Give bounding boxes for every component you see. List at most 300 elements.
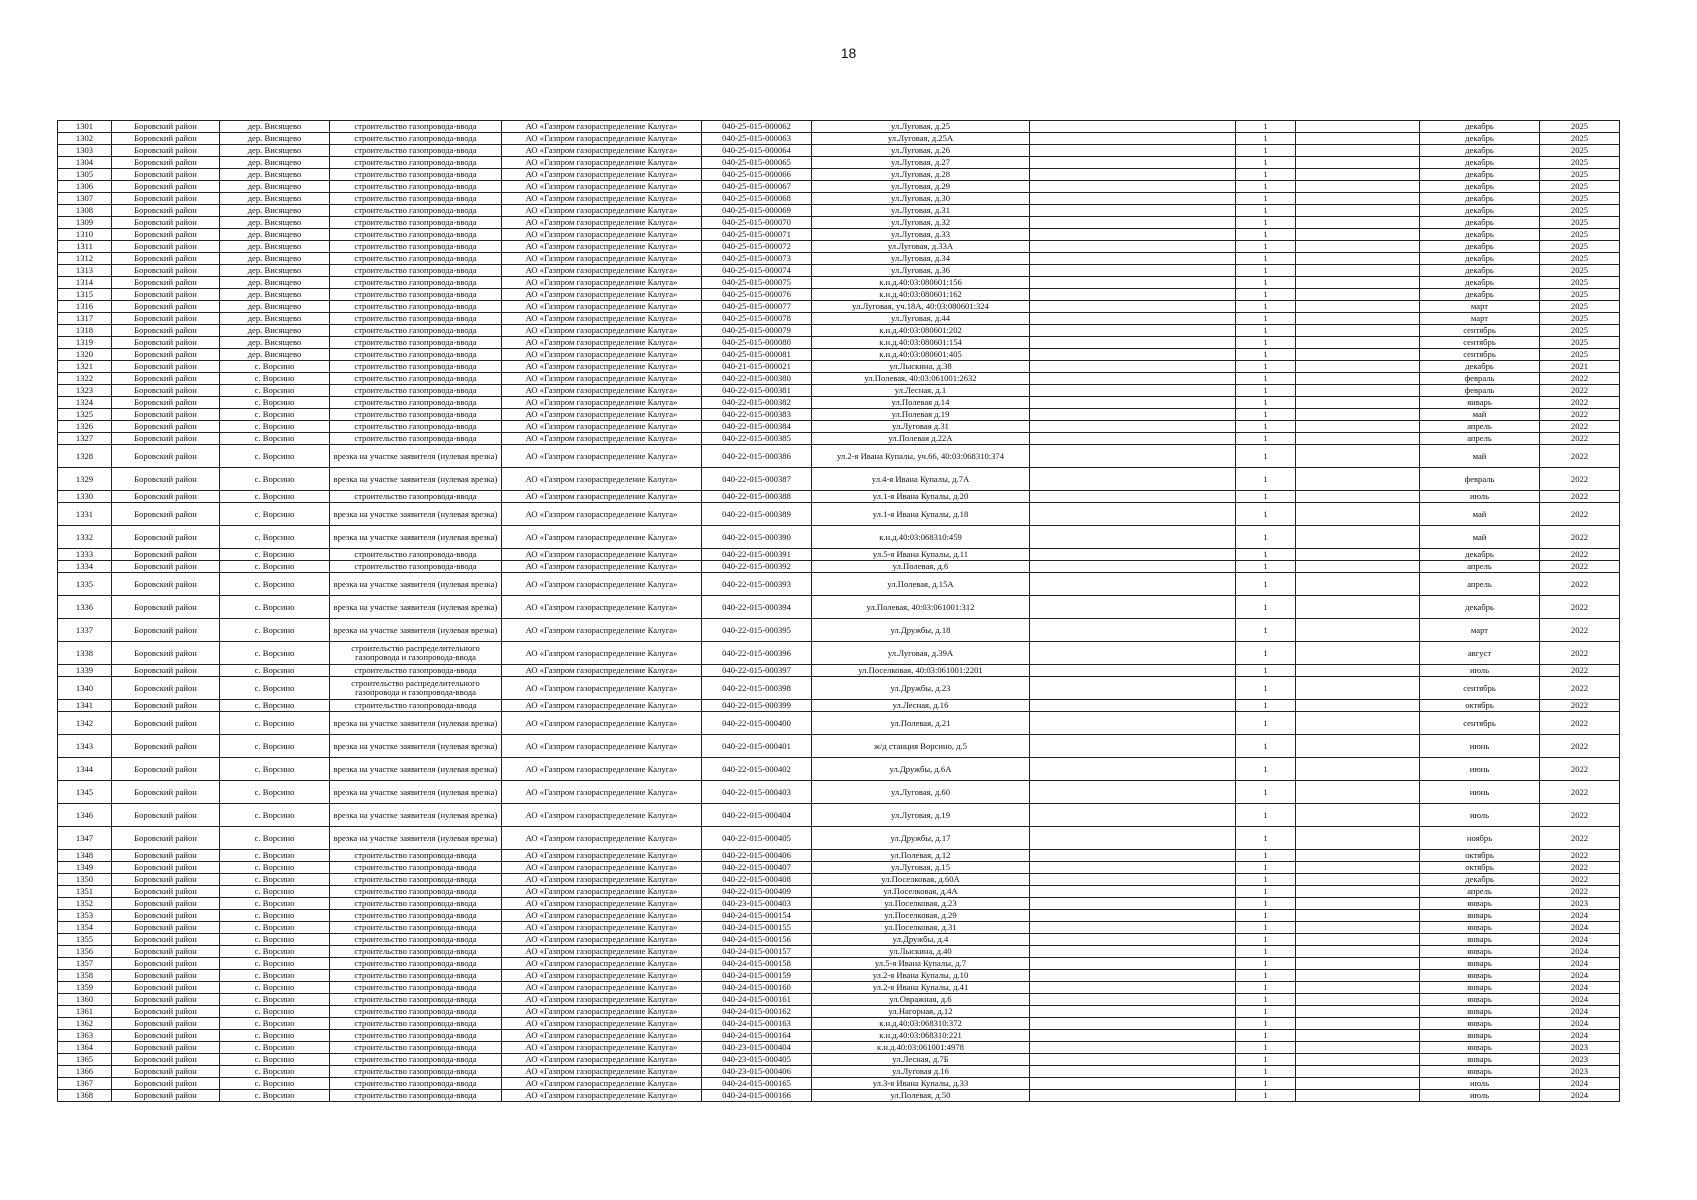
cell-month: декабрь <box>1420 241 1540 253</box>
cell-region: Боровский район <box>112 994 220 1006</box>
cell-year: 2022 <box>1540 712 1620 735</box>
cell-blank2 <box>1296 157 1420 169</box>
cell-locality: с. Ворсино <box>220 712 330 735</box>
cell-blank2 <box>1296 735 1420 758</box>
cell-code: 040-24-015-000166 <box>702 1090 812 1102</box>
table-row <box>58 1006 1620 1018</box>
cell-num: 1310 <box>58 229 112 241</box>
cell-address: ул.Луговая, д.31 <box>812 205 1030 217</box>
table-row <box>58 970 1620 982</box>
cell-region: Боровский район <box>112 758 220 781</box>
cell-code: 040-25-015-000063 <box>702 133 812 145</box>
cell-address: ул.Лесная, д.16 <box>812 700 1030 712</box>
cell-year: 2024 <box>1540 1030 1620 1042</box>
cell-num: 1318 <box>58 325 112 337</box>
cell-work: строительство газопровода-ввода <box>330 397 502 409</box>
cell-blank2 <box>1296 445 1420 468</box>
cell-year: 2022 <box>1540 677 1620 700</box>
cell-company: АО «Газпром газораспределение Калуга» <box>502 850 702 862</box>
cell-code: 040-25-015-000072 <box>702 241 812 253</box>
cell-address: ул.2-я Ивана Купалы, д.10 <box>812 970 1030 982</box>
cell-region: Боровский район <box>112 289 220 301</box>
cell-qty: 1 <box>1236 526 1296 549</box>
cell-year: 2022 <box>1540 445 1620 468</box>
cell-month: январь <box>1420 1030 1540 1042</box>
cell-blank2 <box>1296 526 1420 549</box>
cell-locality: с. Ворсино <box>220 503 330 526</box>
cell-address: ул.Луговая, д.33А <box>812 241 1030 253</box>
cell-code: 040-25-015-000067 <box>702 181 812 193</box>
cell-month: май <box>1420 445 1540 468</box>
cell-num: 1305 <box>58 169 112 181</box>
cell-blank2 <box>1296 1006 1420 1018</box>
cell-address: к.н.д.40:03:061001:4978 <box>812 1042 1030 1054</box>
cell-num: 1302 <box>58 133 112 145</box>
cell-blank2 <box>1296 301 1420 313</box>
cell-year: 2022 <box>1540 491 1620 503</box>
cell-address: ул.1-я Ивана Купалы, д.20 <box>812 491 1030 503</box>
cell-locality: с. Ворсино <box>220 982 330 994</box>
cell-blank1 <box>1030 133 1236 145</box>
cell-qty: 1 <box>1236 491 1296 503</box>
cell-work: строительство газопровода-ввода <box>330 898 502 910</box>
cell-region: Боровский район <box>112 804 220 827</box>
cell-locality: с. Ворсино <box>220 934 330 946</box>
cell-company: АО «Газпром газораспределение Калуга» <box>502 205 702 217</box>
cell-address: ул.3-я Ивана Купалы, д.33 <box>812 1078 1030 1090</box>
cell-company: АО «Газпром газораспределение Калуга» <box>502 229 702 241</box>
cell-work: врезка на участке заявителя (нулевая врезка) <box>330 596 502 619</box>
cell-locality: с. Ворсино <box>220 1018 330 1030</box>
cell-locality: с. Ворсино <box>220 1006 330 1018</box>
cell-locality: с. Ворсино <box>220 385 330 397</box>
cell-blank2 <box>1296 596 1420 619</box>
cell-locality: дер. Висящево <box>220 157 330 169</box>
cell-work: строительство газопровода-ввода <box>330 253 502 265</box>
cell-work: врезка на участке заявителя (нулевая врезка) <box>330 573 502 596</box>
cell-locality: с. Ворсино <box>220 827 330 850</box>
cell-company: АО «Газпром газораспределение Калуга» <box>502 503 702 526</box>
cell-code: 040-22-015-000399 <box>702 700 812 712</box>
cell-locality: с. Ворсино <box>220 1090 330 1102</box>
cell-qty: 1 <box>1236 337 1296 349</box>
cell-address: ул.Полевая, 40:03:061001:312 <box>812 596 1030 619</box>
cell-address: ул.Луговая, д.15 <box>812 862 1030 874</box>
cell-month: май <box>1420 503 1540 526</box>
cell-qty: 1 <box>1236 433 1296 445</box>
cell-num: 1350 <box>58 874 112 886</box>
cell-address: ул.Луговая, д.28 <box>812 169 1030 181</box>
cell-year: 2024 <box>1540 922 1620 934</box>
cell-region: Боровский район <box>112 735 220 758</box>
cell-region: Боровский район <box>112 1054 220 1066</box>
cell-qty: 1 <box>1236 313 1296 325</box>
cell-region: Боровский район <box>112 1018 220 1030</box>
cell-year: 2022 <box>1540 373 1620 385</box>
cell-num: 1324 <box>58 397 112 409</box>
cell-month: апрель <box>1420 886 1540 898</box>
cell-year: 2025 <box>1540 193 1620 205</box>
cell-region: Боровский район <box>112 313 220 325</box>
table-row <box>58 289 1620 301</box>
cell-year: 2021 <box>1540 361 1620 373</box>
cell-code: 040-22-015-000387 <box>702 468 812 491</box>
cell-blank1 <box>1030 121 1236 133</box>
cell-qty: 1 <box>1236 874 1296 886</box>
cell-blank1 <box>1030 596 1236 619</box>
cell-year: 2022 <box>1540 642 1620 665</box>
cell-qty: 1 <box>1236 549 1296 561</box>
cell-company: АО «Газпром газораспределение Калуга» <box>502 946 702 958</box>
cell-qty: 1 <box>1236 946 1296 958</box>
cell-region: Боровский район <box>112 229 220 241</box>
cell-company: АО «Газпром газораспределение Калуга» <box>502 121 702 133</box>
cell-code: 040-24-015-000154 <box>702 910 812 922</box>
cell-company: АО «Газпром газораспределение Калуга» <box>502 922 702 934</box>
cell-month: июнь <box>1420 735 1540 758</box>
cell-locality: дер. Висящево <box>220 289 330 301</box>
cell-num: 1365 <box>58 1054 112 1066</box>
cell-blank2 <box>1296 827 1420 850</box>
cell-locality: с. Ворсино <box>220 433 330 445</box>
table-row <box>58 677 1620 700</box>
cell-work: строительство газопровода-ввода <box>330 1006 502 1018</box>
cell-code: 040-25-015-000073 <box>702 253 812 265</box>
cell-year: 2022 <box>1540 433 1620 445</box>
cell-region: Боровский район <box>112 874 220 886</box>
cell-qty: 1 <box>1236 277 1296 289</box>
cell-blank2 <box>1296 397 1420 409</box>
cell-company: АО «Газпром газораспределение Калуга» <box>502 337 702 349</box>
cell-work: строительство газопровода-ввода <box>330 958 502 970</box>
cell-year: 2024 <box>1540 1006 1620 1018</box>
cell-year: 2024 <box>1540 1078 1620 1090</box>
cell-blank1 <box>1030 241 1236 253</box>
cell-num: 1340 <box>58 677 112 700</box>
cell-code: 040-25-015-000068 <box>702 193 812 205</box>
cell-code: 040-22-015-000396 <box>702 642 812 665</box>
cell-company: АО «Газпром газораспределение Калуга» <box>502 265 702 277</box>
cell-work: врезка на участке заявителя (нулевая врезка) <box>330 804 502 827</box>
cell-blank1 <box>1030 958 1236 970</box>
cell-region: Боровский район <box>112 169 220 181</box>
cell-company: АО «Газпром газораспределение Калуга» <box>502 862 702 874</box>
cell-work: строительство газопровода-ввода <box>330 1078 502 1090</box>
cell-locality: дер. Висящево <box>220 313 330 325</box>
cell-qty: 1 <box>1236 642 1296 665</box>
cell-work: строительство газопровода-ввода <box>330 922 502 934</box>
cell-year: 2025 <box>1540 325 1620 337</box>
cell-company: АО «Газпром газораспределение Калуга» <box>502 181 702 193</box>
cell-blank2 <box>1296 241 1420 253</box>
cell-region: Боровский район <box>112 1066 220 1078</box>
table-row <box>58 1030 1620 1042</box>
cell-address: ул.Луговая, д.44 <box>812 313 1030 325</box>
cell-year: 2023 <box>1540 1054 1620 1066</box>
cell-locality: дер. Висящево <box>220 145 330 157</box>
cell-address: ул.Полевая, д.6 <box>812 561 1030 573</box>
cell-month: декабрь <box>1420 157 1540 169</box>
table-row <box>58 898 1620 910</box>
cell-num: 1326 <box>58 421 112 433</box>
cell-address: ул.Луговая, д.36 <box>812 265 1030 277</box>
cell-blank2 <box>1296 289 1420 301</box>
cell-region: Боровский район <box>112 491 220 503</box>
cell-qty: 1 <box>1236 265 1296 277</box>
cell-locality: с. Ворсино <box>220 1030 330 1042</box>
cell-blank1 <box>1030 1018 1236 1030</box>
cell-code: 040-25-015-000081 <box>702 349 812 361</box>
cell-code: 040-24-015-000162 <box>702 1006 812 1018</box>
cell-num: 1368 <box>58 1090 112 1102</box>
cell-qty: 1 <box>1236 1006 1296 1018</box>
cell-blank2 <box>1296 898 1420 910</box>
cell-region: Боровский район <box>112 886 220 898</box>
table-row <box>58 217 1620 229</box>
cell-region: Боровский район <box>112 1090 220 1102</box>
cell-blank2 <box>1296 1018 1420 1030</box>
cell-blank1 <box>1030 491 1236 503</box>
cell-num: 1325 <box>58 409 112 421</box>
cell-month: декабрь <box>1420 549 1540 561</box>
cell-blank2 <box>1296 217 1420 229</box>
cell-region: Боровский район <box>112 121 220 133</box>
cell-year: 2023 <box>1540 1042 1620 1054</box>
cell-num: 1316 <box>58 301 112 313</box>
cell-region: Боровский район <box>112 1042 220 1054</box>
cell-month: октябрь <box>1420 700 1540 712</box>
cell-address: к.н.д.40:03:080601:202 <box>812 325 1030 337</box>
cell-company: АО «Газпром газораспределение Калуга» <box>502 217 702 229</box>
cell-year: 2022 <box>1540 385 1620 397</box>
cell-region: Боровский район <box>112 337 220 349</box>
cell-blank2 <box>1296 121 1420 133</box>
cell-company: АО «Газпром газораспределение Калуга» <box>502 277 702 289</box>
cell-code: 040-22-015-000408 <box>702 874 812 886</box>
table-row <box>58 133 1620 145</box>
cell-blank2 <box>1296 491 1420 503</box>
cell-num: 1319 <box>58 337 112 349</box>
cell-blank1 <box>1030 265 1236 277</box>
cell-qty: 1 <box>1236 804 1296 827</box>
cell-blank2 <box>1296 468 1420 491</box>
cell-qty: 1 <box>1236 1054 1296 1066</box>
cell-month: октябрь <box>1420 862 1540 874</box>
cell-company: АО «Газпром газораспределение Калуга» <box>502 898 702 910</box>
cell-blank1 <box>1030 277 1236 289</box>
cell-qty: 1 <box>1236 205 1296 217</box>
cell-year: 2025 <box>1540 289 1620 301</box>
cell-code: 040-25-015-000075 <box>702 277 812 289</box>
cell-month: июль <box>1420 804 1540 827</box>
registry-table <box>57 120 1620 1102</box>
cell-num: 1342 <box>58 712 112 735</box>
cell-address: ул.4-я Ивана Купалы, д.7А <box>812 468 1030 491</box>
cell-company: АО «Газпром газораспределение Калуга» <box>502 145 702 157</box>
cell-work: строительство газопровода-ввода <box>330 385 502 397</box>
cell-region: Боровский район <box>112 910 220 922</box>
cell-code: 040-22-015-000385 <box>702 433 812 445</box>
cell-work: строительство газопровода-ввода <box>330 301 502 313</box>
cell-blank1 <box>1030 1078 1236 1090</box>
cell-blank1 <box>1030 349 1236 361</box>
cell-num: 1314 <box>58 277 112 289</box>
table-row <box>58 433 1620 445</box>
cell-address: ул.Поселковая, д.4А <box>812 886 1030 898</box>
cell-year: 2025 <box>1540 229 1620 241</box>
cell-work: врезка на участке заявителя (нулевая врезка) <box>330 827 502 850</box>
cell-region: Боровский район <box>112 561 220 573</box>
cell-address: ул.Нагорная, д.12 <box>812 1006 1030 1018</box>
cell-address: ул.Полевая, д.12 <box>812 850 1030 862</box>
page-number: 18 <box>840 45 857 61</box>
cell-company: АО «Газпром газораспределение Калуга» <box>502 349 702 361</box>
cell-code: 040-22-015-000397 <box>702 665 812 677</box>
cell-code: 040-22-015-000402 <box>702 758 812 781</box>
cell-num: 1356 <box>58 946 112 958</box>
cell-month: апрель <box>1420 433 1540 445</box>
cell-month: январь <box>1420 970 1540 982</box>
cell-num: 1341 <box>58 700 112 712</box>
cell-company: АО «Газпром газораспределение Калуга» <box>502 596 702 619</box>
cell-address: ул.Луговая, д.30 <box>812 193 1030 205</box>
cell-blank2 <box>1296 373 1420 385</box>
cell-region: Боровский район <box>112 265 220 277</box>
cell-blank1 <box>1030 385 1236 397</box>
cell-work: строительство газопровода-ввода <box>330 994 502 1006</box>
cell-locality: дер. Висящево <box>220 133 330 145</box>
cell-region: Боровский район <box>112 397 220 409</box>
cell-code: 040-25-015-000079 <box>702 325 812 337</box>
cell-blank2 <box>1296 253 1420 265</box>
cell-company: АО «Газпром газораспределение Калуга» <box>502 361 702 373</box>
cell-address: ул.Луговая, д.25А <box>812 133 1030 145</box>
cell-qty: 1 <box>1236 1018 1296 1030</box>
cell-region: Боровский район <box>112 145 220 157</box>
cell-blank1 <box>1030 409 1236 421</box>
cell-num: 1349 <box>58 862 112 874</box>
cell-region: Боровский район <box>112 549 220 561</box>
cell-month: июнь <box>1420 781 1540 804</box>
cell-company: АО «Газпром газораспределение Калуга» <box>502 549 702 561</box>
cell-code: 040-25-015-000077 <box>702 301 812 313</box>
cell-code: 040-22-015-000390 <box>702 526 812 549</box>
cell-blank2 <box>1296 850 1420 862</box>
cell-company: АО «Газпром газораспределение Калуга» <box>502 289 702 301</box>
cell-month: октябрь <box>1420 850 1540 862</box>
cell-locality: дер. Висящево <box>220 229 330 241</box>
cell-month: январь <box>1420 910 1540 922</box>
cell-locality: дер. Висящево <box>220 193 330 205</box>
cell-code: 040-24-015-000163 <box>702 1018 812 1030</box>
cell-blank1 <box>1030 677 1236 700</box>
cell-blank2 <box>1296 712 1420 735</box>
cell-locality: дер. Висящево <box>220 301 330 313</box>
cell-region: Боровский район <box>112 325 220 337</box>
cell-month: июнь <box>1420 758 1540 781</box>
cell-num: 1357 <box>58 958 112 970</box>
cell-qty: 1 <box>1236 133 1296 145</box>
cell-month: март <box>1420 301 1540 313</box>
cell-locality: с. Ворсино <box>220 468 330 491</box>
cell-blank1 <box>1030 827 1236 850</box>
cell-company: АО «Газпром газораспределение Калуга» <box>502 445 702 468</box>
cell-qty: 1 <box>1236 1030 1296 1042</box>
cell-month: сентябрь <box>1420 349 1540 361</box>
cell-num: 1327 <box>58 433 112 445</box>
cell-region: Боровский район <box>112 253 220 265</box>
cell-region: Боровский район <box>112 277 220 289</box>
cell-code: 040-25-015-000074 <box>702 265 812 277</box>
cell-company: АО «Газпром газораспределение Калуга» <box>502 433 702 445</box>
table-row <box>58 735 1620 758</box>
cell-year: 2022 <box>1540 781 1620 804</box>
cell-blank1 <box>1030 549 1236 561</box>
cell-month: декабрь <box>1420 145 1540 157</box>
cell-month: апрель <box>1420 561 1540 573</box>
cell-qty: 1 <box>1236 409 1296 421</box>
cell-qty: 1 <box>1236 157 1296 169</box>
cell-month: апрель <box>1420 573 1540 596</box>
cell-company: АО «Газпром газораспределение Калуга» <box>502 619 702 642</box>
cell-blank1 <box>1030 181 1236 193</box>
cell-region: Боровский район <box>112 946 220 958</box>
cell-blank1 <box>1030 325 1236 337</box>
cell-qty: 1 <box>1236 241 1296 253</box>
cell-code: 040-22-015-000403 <box>702 781 812 804</box>
cell-blank1 <box>1030 642 1236 665</box>
cell-qty: 1 <box>1236 910 1296 922</box>
cell-month: январь <box>1420 1018 1540 1030</box>
cell-blank1 <box>1030 1066 1236 1078</box>
cell-qty: 1 <box>1236 934 1296 946</box>
cell-num: 1360 <box>58 994 112 1006</box>
cell-work: строительство газопровода-ввода <box>330 265 502 277</box>
cell-company: АО «Газпром газораспределение Калуга» <box>502 468 702 491</box>
cell-blank2 <box>1296 922 1420 934</box>
cell-qty: 1 <box>1236 445 1296 468</box>
cell-qty: 1 <box>1236 181 1296 193</box>
cell-num: 1321 <box>58 361 112 373</box>
cell-address: ул.5-я Ивана Купалы, д.7 <box>812 958 1030 970</box>
cell-qty: 1 <box>1236 862 1296 874</box>
cell-work: строительство газопровода-ввода <box>330 982 502 994</box>
cell-month: январь <box>1420 922 1540 934</box>
cell-blank1 <box>1030 850 1236 862</box>
table-row <box>58 253 1620 265</box>
cell-year: 2025 <box>1540 265 1620 277</box>
cell-work: строительство газопровода-ввода <box>330 1042 502 1054</box>
cell-region: Боровский район <box>112 193 220 205</box>
cell-blank1 <box>1030 886 1236 898</box>
cell-year: 2024 <box>1540 982 1620 994</box>
cell-company: АО «Газпром газораспределение Калуга» <box>502 958 702 970</box>
cell-company: АО «Газпром газораспределение Калуга» <box>502 169 702 181</box>
cell-locality: дер. Висящево <box>220 241 330 253</box>
cell-locality: с. Ворсино <box>220 665 330 677</box>
cell-num: 1346 <box>58 804 112 827</box>
cell-blank1 <box>1030 700 1236 712</box>
table-row <box>58 277 1620 289</box>
cell-locality: дер. Висящево <box>220 121 330 133</box>
cell-year: 2022 <box>1540 596 1620 619</box>
table-row <box>58 619 1620 642</box>
cell-month: декабрь <box>1420 229 1540 241</box>
cell-blank1 <box>1030 994 1236 1006</box>
cell-month: декабрь <box>1420 253 1540 265</box>
cell-code: 040-24-015-000156 <box>702 934 812 946</box>
cell-num: 1315 <box>58 289 112 301</box>
